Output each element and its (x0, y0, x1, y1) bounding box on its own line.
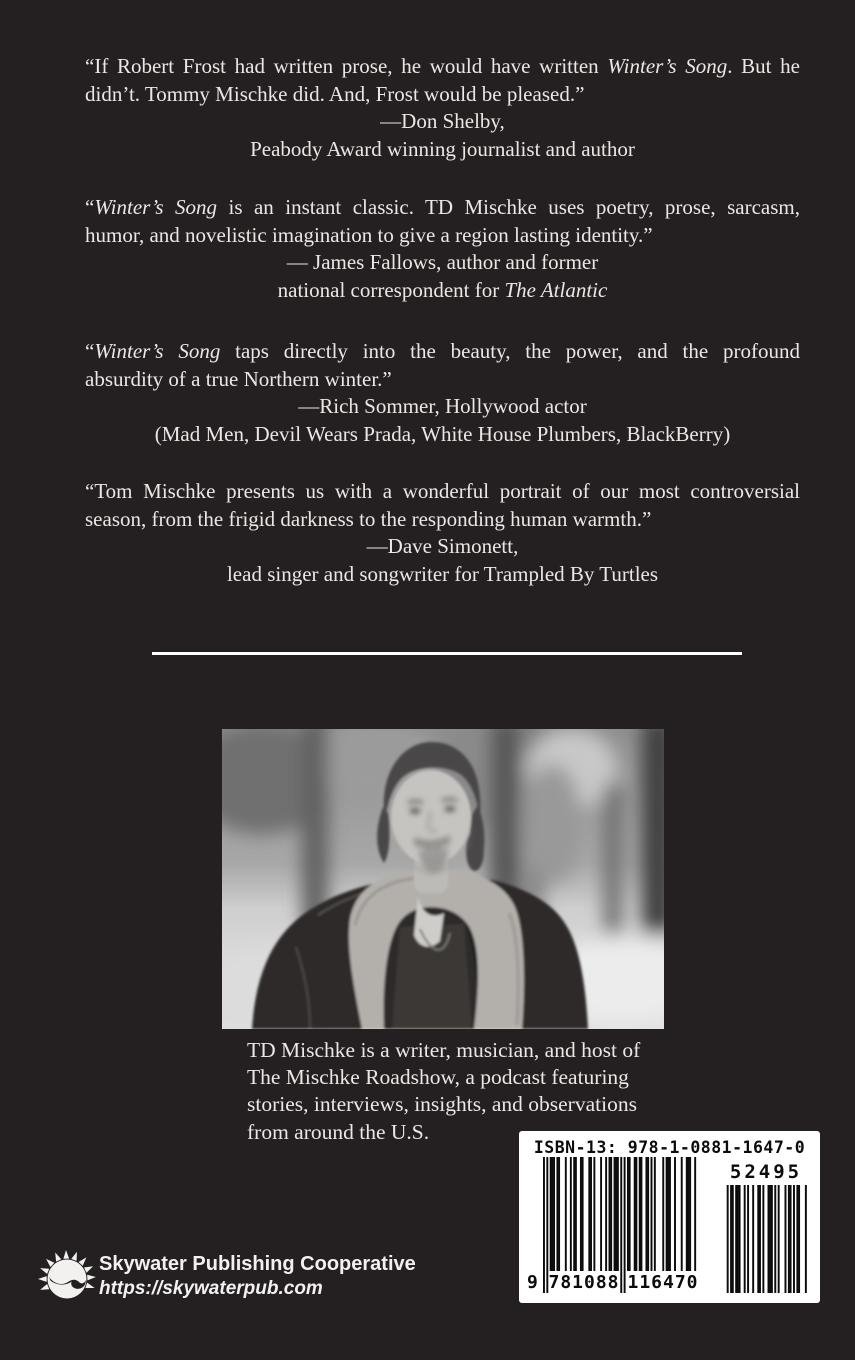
ean5-addon-barcode (725, 1185, 809, 1295)
quote-attribution: —Dave Simonett, (366, 534, 519, 558)
divider-rule (152, 652, 742, 655)
quote-attribution: —Rich Sommer, Hollywood actor (298, 394, 587, 418)
quote-line: “Winter’s Song taps directly into the beauty, the power, and the profound (85, 339, 800, 363)
quote-attribution: national correspondent for The Atlantic (277, 277, 608, 302)
quote-line: season, from the frigid darkness to the responding human warmth.” (85, 506, 652, 531)
author-photo-illustration (222, 729, 664, 1029)
quote-attribution: lead singer and songwriter for Trampled By Turtles (226, 561, 659, 586)
publisher-name: Skywater Publishing Cooperative (99, 1253, 416, 1275)
quote-line: humor, and novelistic imagination to give a region lasting identity.” (85, 222, 653, 247)
quote-rich-sommer (85, 338, 800, 448)
bio-line: TD Mischke is a writer, musician, and host of (247, 1038, 641, 1062)
bio-line: from around the U.S. (247, 1119, 430, 1144)
quote-line: “If Robert Frost had written prose, he would have written Winter’s Song. But he (85, 54, 800, 78)
quote-attribution: —Don Shelby, (380, 109, 505, 133)
quote-line: “Tom Mischke presents us with a wonderful portrait of our most controversial (85, 479, 800, 503)
addon-price-code: 52495 (729, 1161, 803, 1183)
quote-line: didn’t. Tommy Mischke did. And, Frost would be pleased.” (85, 81, 585, 106)
bio-line: The Mischke Roadshow, a podcast featuring (247, 1065, 629, 1090)
quote-attribution: Peabody Award winning journalist and author (250, 136, 635, 161)
ean-digit-group-2: 116470 (627, 1272, 699, 1293)
ean-digit-group-1: 781088 (548, 1272, 620, 1293)
author-bio (247, 1037, 640, 1146)
quote-line: absurdity of a true Northern winter.” (85, 366, 392, 391)
publisher-info (99, 1252, 416, 1301)
quote-don-shelby (85, 53, 800, 163)
bio-line: stories, interviews, insights, and observations (247, 1092, 637, 1117)
isbn-label: ISBN-13: 978-1-0881-1647-0 (533, 1138, 806, 1157)
quote-dave-simonett (85, 478, 800, 588)
ean-digit-first: 9 (527, 1272, 538, 1293)
publisher-url: https://skywaterpub.com (99, 1278, 323, 1299)
quote-attribution: (Mad Men, Devil Wears Prada, White House Plumbers, BlackBerry) (154, 421, 731, 446)
isbn-barcode-block (519, 1131, 820, 1303)
skywater-sun-wave-logo (37, 1246, 99, 1308)
quote-james-fallows (85, 194, 800, 304)
quote-attribution: — James Fallows, author and former (286, 250, 599, 274)
author-photo (222, 729, 664, 1029)
quote-line: “Winter’s Song is an instant classic. TD Mischke uses poetry, prose, sarcasm, (85, 195, 800, 219)
